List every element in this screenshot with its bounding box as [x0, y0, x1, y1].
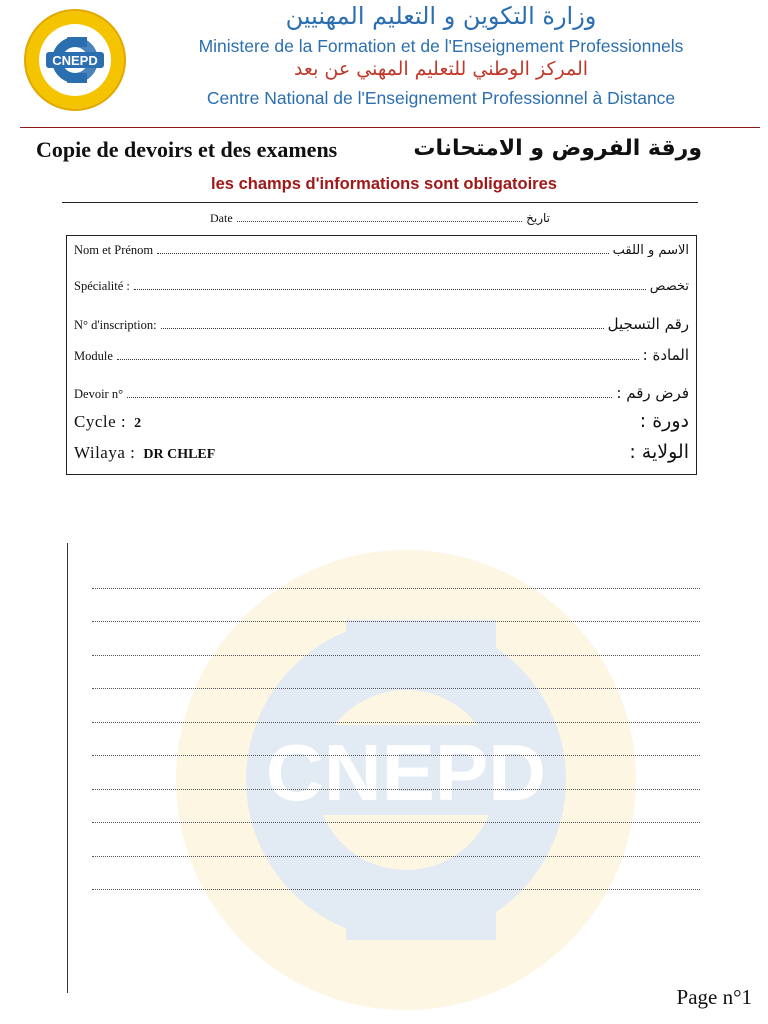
- writing-area[interactable]: [92, 555, 700, 890]
- name-label-fr: Nom et Prénom: [74, 243, 154, 257]
- writing-line[interactable]: [92, 555, 700, 589]
- date-label-fr: Date: [210, 211, 233, 225]
- page-title-ar: ورقة الفروض و الامتحانات: [413, 136, 702, 161]
- header-divider: [20, 127, 760, 128]
- inscription-dots: [161, 319, 604, 329]
- cnepd-logo: [10, 6, 140, 114]
- devoir-dots: [127, 388, 612, 398]
- writing-line[interactable]: [92, 589, 700, 623]
- module-field[interactable]: [74, 346, 689, 364]
- ministry-title-ar: وزارة التكوين و التعليم المهنيين: [285, 2, 597, 30]
- margin-line: [67, 543, 68, 993]
- cycle-field[interactable]: [74, 410, 689, 432]
- writing-line[interactable]: [92, 689, 700, 723]
- inscription-field[interactable]: [74, 315, 689, 333]
- wilaya-field[interactable]: [74, 441, 689, 463]
- centre-title-fr: Centre National de l'Enseignement Professionnel à Distance: [206, 88, 676, 108]
- writing-line[interactable]: [92, 622, 700, 656]
- title-divider: [62, 202, 698, 203]
- module-label-fr: Module: [74, 349, 113, 363]
- name-dots: [157, 244, 608, 254]
- specialty-label-fr: Spécialité :: [74, 279, 130, 293]
- specialty-dots: [134, 280, 646, 290]
- watermark-text: CNEPD: [265, 728, 547, 817]
- student-info-box: [66, 235, 697, 475]
- page-number: Page n°1: [676, 985, 752, 1009]
- module-dots: [117, 350, 639, 360]
- inscription-label-ar: رقم التسجيل: [607, 315, 689, 333]
- devoir-label-ar: فرض رقم :: [616, 384, 689, 402]
- wilaya-label-ar: الولاية :: [629, 441, 689, 463]
- cycle-label-ar: دورة :: [639, 410, 689, 432]
- writing-line[interactable]: [92, 857, 700, 891]
- wilaya-value: DR CHLEF: [143, 447, 216, 462]
- wilaya-label-fr: Wilaya :: [74, 443, 136, 462]
- centre-title-ar: المركز الوطني للتعليم المهني عن بعد: [293, 58, 589, 80]
- writing-line[interactable]: [92, 823, 700, 857]
- writing-line[interactable]: [92, 756, 700, 790]
- cycle-label-fr: Cycle :: [74, 412, 127, 431]
- date-label-ar: تاريخ: [526, 211, 550, 225]
- mandatory-notice: les champs d'informations sont obligatoires: [211, 175, 557, 193]
- date-field[interactable]: [210, 211, 550, 226]
- name-label-ar: الاسم و اللقب: [612, 243, 689, 258]
- writing-line[interactable]: [92, 656, 700, 690]
- date-dots: [237, 212, 522, 222]
- devoir-field[interactable]: [74, 384, 689, 402]
- inscription-label-fr: N° d'inscription:: [74, 318, 157, 332]
- name-field[interactable]: [74, 243, 689, 258]
- writing-line[interactable]: [92, 723, 700, 757]
- specialty-field[interactable]: [74, 279, 689, 294]
- page-title-fr: Copie de devoirs et des examens: [36, 137, 338, 162]
- cycle-value: 2: [134, 416, 142, 431]
- specialty-label-ar: تخصص: [649, 279, 689, 294]
- devoir-label-fr: Devoir n°: [74, 387, 124, 401]
- writing-line[interactable]: [92, 790, 700, 824]
- module-label-ar: المادة :: [642, 346, 689, 364]
- logo-text: CNEPD: [52, 53, 98, 68]
- ministry-title-fr: Ministere de la Formation et de l'Enseignement Professionnels: [198, 36, 684, 56]
